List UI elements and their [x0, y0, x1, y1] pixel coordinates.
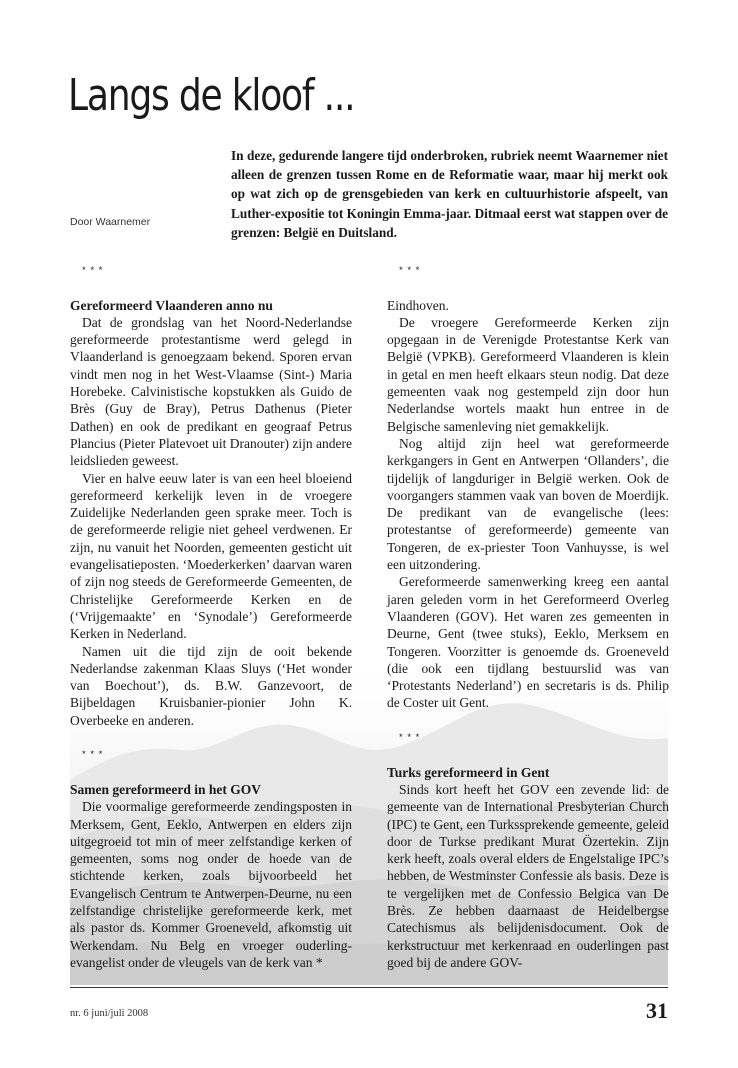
issue-label: nr. 6 juni/juli 2008	[70, 1008, 149, 1019]
paragraph: Sinds kort heeft het GOV een zevende lid: de gemeente van de International Presbyterian Church (IPC) te Gent, een Turkssprekende gemeente, geleid door de Turkse predikant Murat Özertekin. Zijn kerk heeft, zoals overal elders de Engelstalige IPC’s hebben, de Westminster Confessie als basis. Deze is te vergelijken met de Confessio Belgica van De Brès. Ze hebben daarnaast de Heidelbergse Catechismus als belijdenisdocument. Ook de kerkstructuur met kerkenraad en ouderlingen past goed bij de andere GOV-	[387, 781, 669, 970]
article-intro: In deze, gedurende langere tijd onderbroken, rubriek neemt Waarnemer niet alleen de grenzen tussen Rome en de Reformatie waar, maar hij merkt ook op wat zich op de grensgebieden van kerk en cultuurhistorie afspeelt, van Luther-expositie tot Koningin Emma-jaar. Ditmaal eerst wat stappen over de grenzen: België en Duitsland.	[231, 148, 668, 240]
paragraph: Die voormalige gereformeerde zendingsposten in Merksem, Gent, Eeklo, Antwerpen en elders zijn uitgegroeid tot min of meer zelfstandige kerken of gemeenten, soms nog onder de hoede van de stichtende kerken, zoals bijvoorbeeld het Evangelisch Centrum te Antwerpen-Deurne, nu een zelfstandige christelijke gereformeerde kerk, met als pastor ds. Kommer Groeneveld, afkomstig uit Werkendam. Nu Belg en vroeger ouderling-evangelist onder de vleugels van de kerk van *	[70, 799, 352, 970]
section-heading: Samen gereformeerd in het GOV	[70, 781, 261, 797]
left-column	[70, 262, 352, 971]
paragraph: De vroegere Gereformeerde Kerken zijn opgegaan in de Verenigde Protestantse Kerk van België (VPKB). Gereformeerd Vlaanderen is klein in getal en men heeft elkaars steun nodig. Dat deze gemeenten vaak nog gestempeld zijn door hun Nederlandse wortels maakt hun entree in de Belgische samenleving niet gemakkelijk.	[387, 314, 669, 434]
section-separator: * * *	[82, 749, 104, 761]
page-number: 31	[646, 998, 668, 1023]
paragraph: Nog altijd zijn heel wat gereformeerde kerkgangers in Gent en Antwerpen ‘Ollanders’, die tijdelijk of langduriger in België werken. Ook de voorgangers stammen vaak van boven de Moerdijk. De predikant van de evangelische (lees: protestantse of gereformeerde) gemeente van Tongeren, de ex-priester Toon Vanhuysse, is wel een uitzondering.	[387, 435, 669, 573]
section-separator: * * *	[399, 732, 421, 744]
byline: Door Waarnemer	[70, 216, 151, 228]
article-title: Langs de kloof ...	[68, 70, 355, 121]
section-heading: Turks gereformeerd in Gent	[387, 764, 550, 780]
right-column	[387, 262, 669, 971]
paragraph: Namen uit die tijd zijn de ooit bekende Nederlandse zakenman Klaas Sluys (‘Het wonder van Boechout’), ds. B.W. Ganzevoort, de Bijbeldagen Kruisbanier-pionier John K. Overbeeke en anderen.	[70, 643, 352, 728]
section-separator: * * *	[82, 265, 104, 276]
section-separator: * * *	[399, 265, 421, 276]
paragraph: Gereformeerde samenwerking kreeg een aantal jaren geleden vorm in het Gereformeerd Overleg Vlaanderen (GOV). Het waren zes gemeenten in Deurne, Gent (twee stuks), Eeklo, Merksem en Tongeren. Voorzitter is genoemde ds. Groeneveld (die ook een tijdlang bestuurslid was van ‘Protestants Nederland’) en secretaris is ds. Philip de Coster uit Gent.	[387, 574, 669, 711]
paragraph: Dat de grondslag van het Noord-Nederlandse gereformeerde protestantisme werd gelegd in Vlaanderland is genoegzaam bekend. Sporen ervan vindt men nog in het West-Vlaamse (Sint-) Maria Horebeke. Calvinistische kopstukken als Guido de Brès (Guy de Bray), Petrus Dathenus (Pieter Dathen) en ook de predikant en geograaf Petrus Plancius (Pieter Platevoet uit Dranouter) zijn andere leidslieden geweest.	[70, 314, 352, 469]
paragraph: Vier en halve eeuw later is van een heel bloeiend gereformeerd kerkelijk leven in de vroegere Zuidelijke Nederlanden geen sprake meer. Toch is de gereformeerde religie niet geheel verdwenen. Er zijn, nu vanuit het Noorden, gemeenten gesticht uit evangelisatieposten. ‘Moederkerken’ daarvan waren of zijn nog steeds de Gereformeerde Gemeenten, de Christelijke Gereformeerde Kerken en de (‘Vrijgemaakte’ en ‘Synodale’) Gereformeerde Kerken in Nederland.	[70, 470, 352, 642]
section-heading: Gereformeerd Vlaanderen anno nu	[70, 297, 273, 313]
footer-divider	[70, 987, 668, 988]
paragraph: Eindhoven.	[387, 297, 449, 313]
